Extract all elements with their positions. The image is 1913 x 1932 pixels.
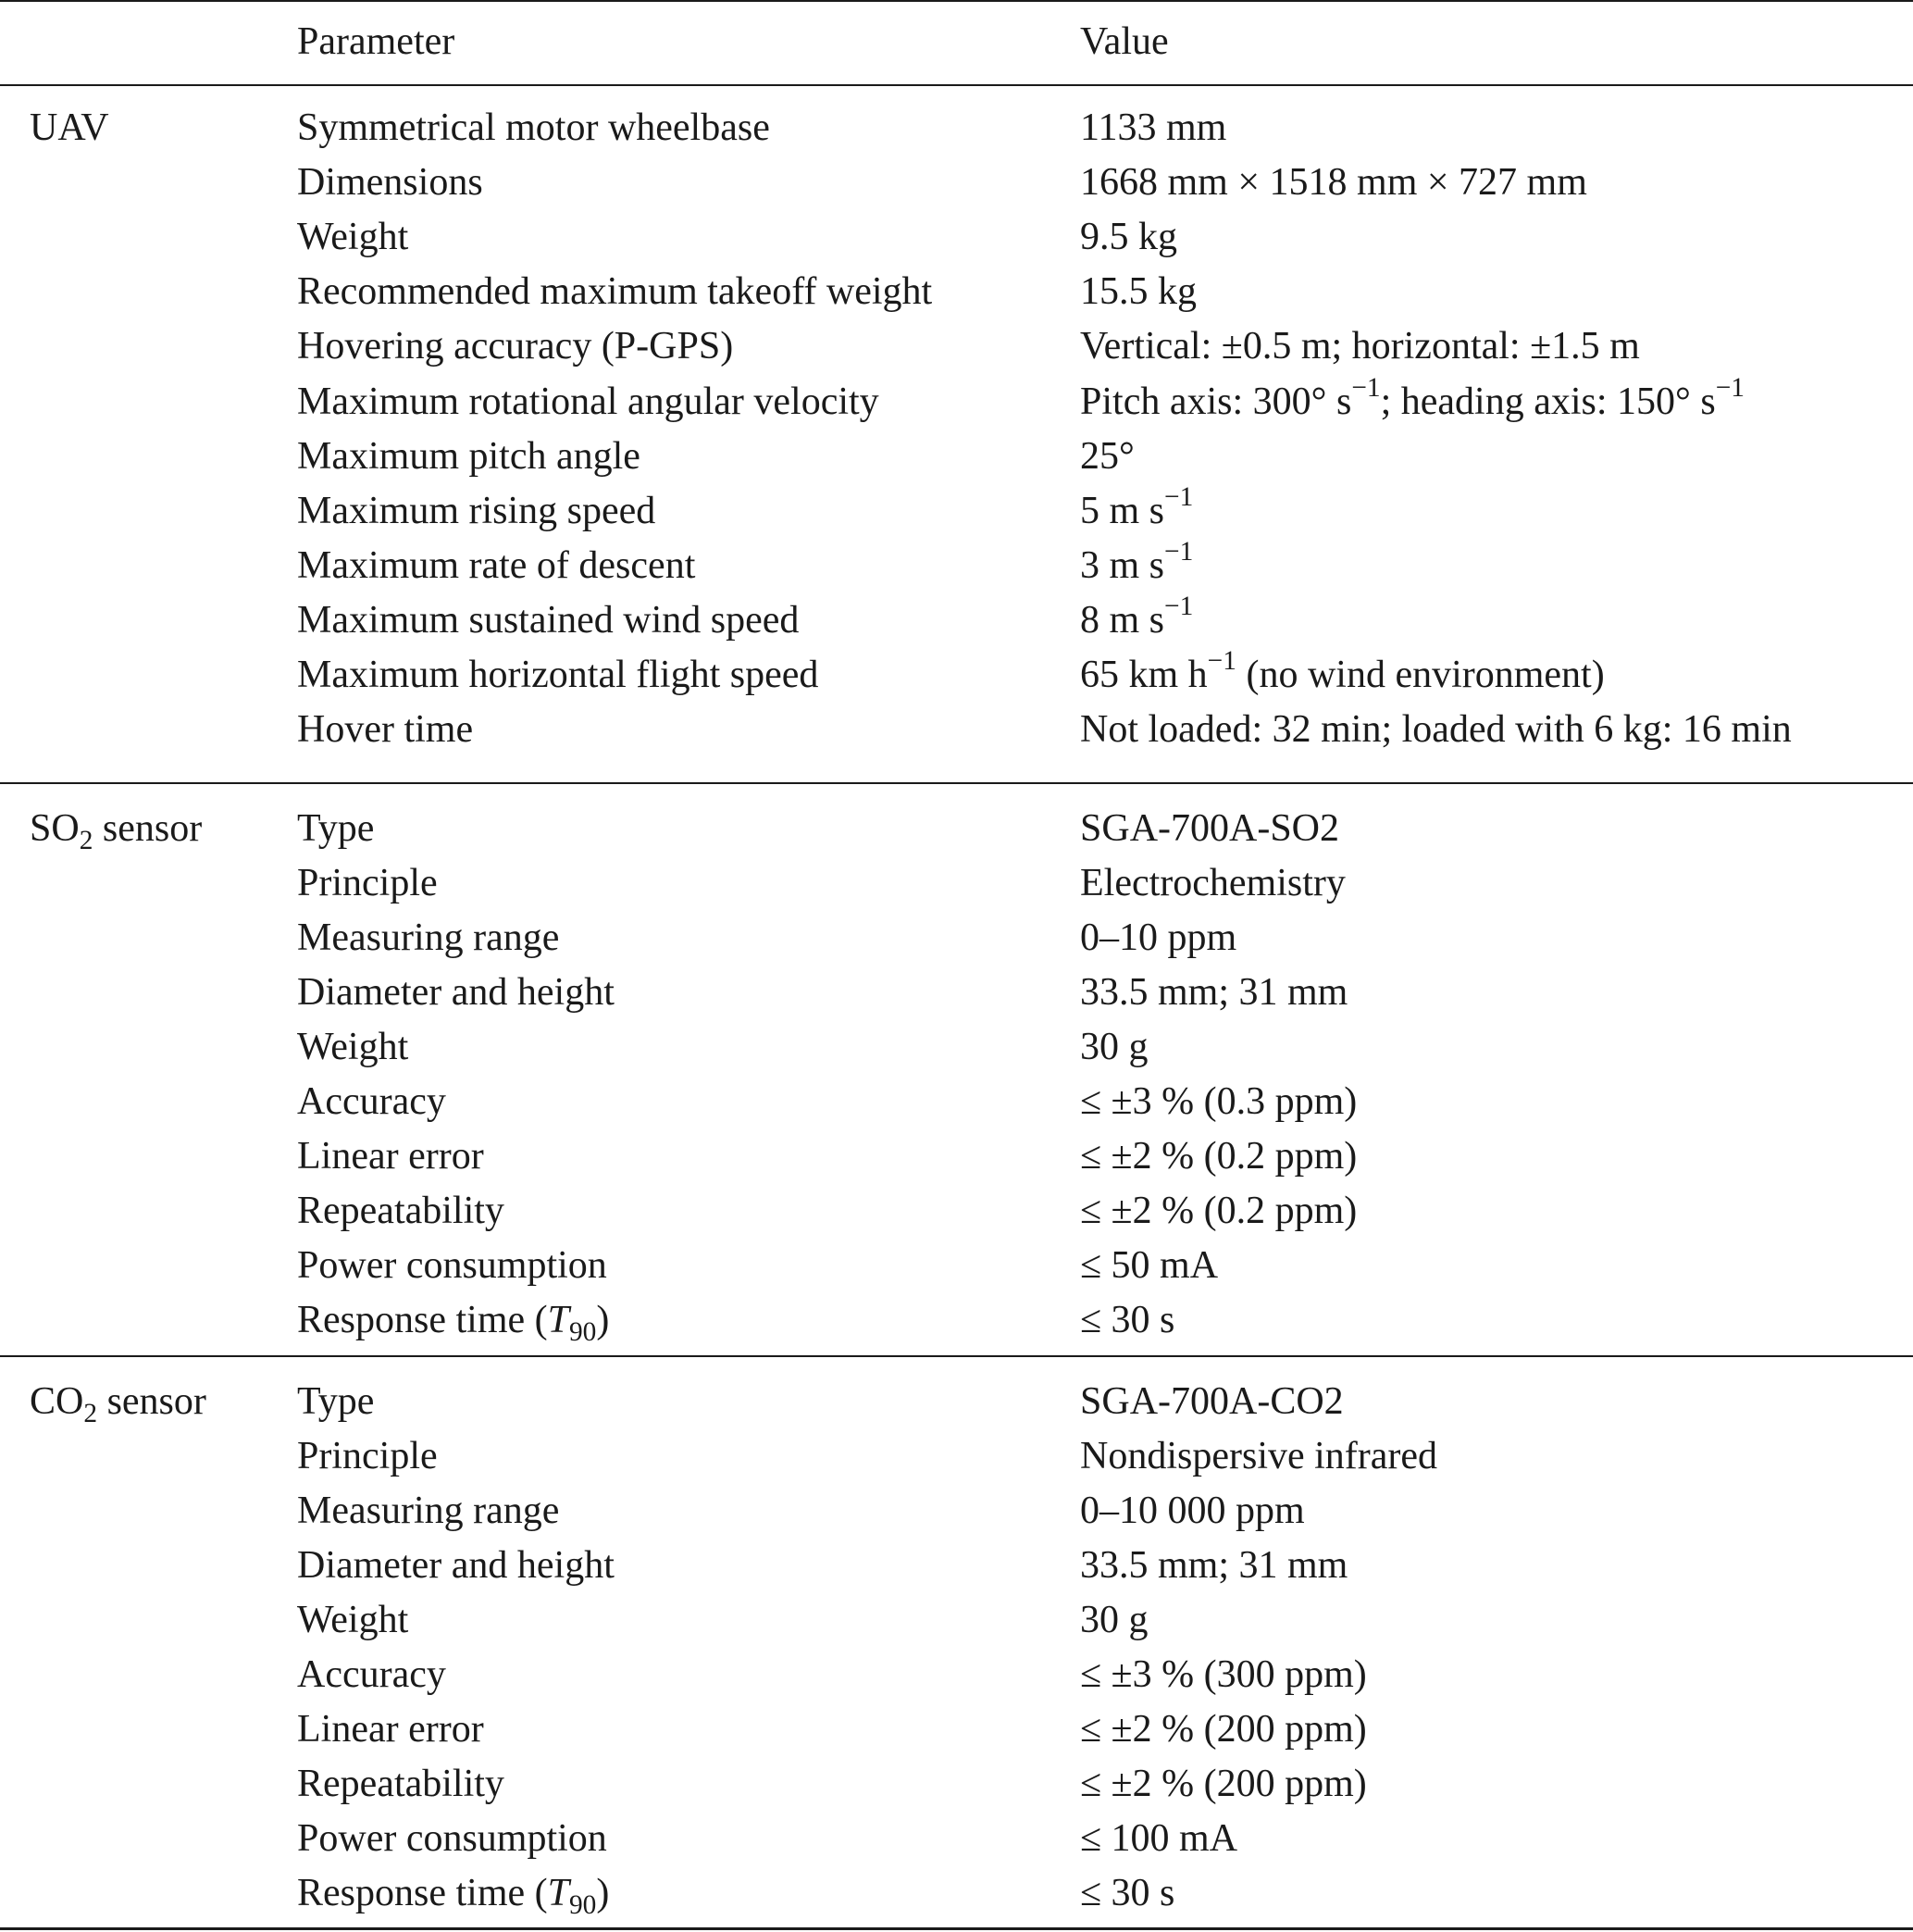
value-cell: 0–10 000 ppm (1080, 1490, 1305, 1532)
value-cell: ≤ 50 mA (1080, 1244, 1219, 1287)
value-cell: 9.5 kg (1080, 216, 1177, 258)
parameter-cell: Principle (297, 1435, 438, 1477)
group-rule (0, 782, 1913, 784)
parameter-cell: Hovering accuracy (P-GPS) (297, 325, 734, 368)
parameter-cell: Maximum rate of descent (297, 544, 696, 587)
parameter-cell: Response time $(T_{90})$ (297, 1872, 610, 1920)
value-cell: 33.5 mm; 31 mm (1080, 971, 1348, 1014)
parameter-cell: Maximum horizontal flight speed (297, 654, 819, 696)
value-cell: SGA-700A-SO2 (1080, 807, 1340, 850)
group-label: $SO_2$ sensor (30, 807, 203, 855)
parameter-cell: Recommended maximum takeoff weight (297, 270, 933, 313)
value-cell: 15.5 kg (1080, 270, 1197, 313)
parameter-cell: Weight (297, 216, 409, 258)
parameter-cell: Linear error (297, 1135, 484, 1178)
header-rule (0, 84, 1913, 86)
value-cell: ≤ ±3 % (0.3 ppm) (1080, 1080, 1358, 1123)
value-cell: Not loaded: 32 min; loaded with 6 kg: 16 min (1080, 708, 1792, 751)
value-cell: 25° (1080, 435, 1135, 478)
value-cell: ≤ 100 mA (1080, 1817, 1238, 1860)
group-rule (0, 1355, 1913, 1357)
parameter-cell: Principle (297, 862, 438, 904)
parameter-cell: Repeatability (297, 1190, 504, 1232)
value-cell: SGA-700A-CO2 (1080, 1380, 1344, 1423)
value-cell: 33.5 mm; 31 mm (1080, 1544, 1348, 1587)
value-cell: 5 m $s^{-1}$ (1080, 481, 1194, 532)
parameter-cell: Power consumption (297, 1817, 607, 1860)
value-cell: ≤ 30 s (1080, 1872, 1175, 1914)
parameter-cell: Response time $(T_{90})$ (297, 1299, 610, 1347)
value-cell: 3 m $s^{-1}$ (1080, 536, 1194, 587)
value-cell: 8 m $s^{-1}$ (1080, 591, 1194, 642)
parameter-cell: Accuracy (297, 1080, 446, 1123)
parameter-cell: Linear error (297, 1708, 484, 1751)
value-cell: ≤ 30 s (1080, 1299, 1175, 1341)
parameter-cell: Type (297, 1380, 375, 1423)
value-cell: ≤ ±2 % (200 ppm) (1080, 1763, 1367, 1805)
value-cell: 1133 mm (1080, 106, 1227, 149)
parameter-cell: Type (297, 807, 375, 850)
value-cell: ≤ ±3 % (300 ppm) (1080, 1653, 1367, 1696)
group-label: $CO_2$ sensor (30, 1380, 206, 1428)
parameter-cell: Repeatability (297, 1763, 504, 1805)
header-value: Value (1080, 20, 1169, 63)
parameter-cell: Maximum rotational angular velocity (297, 380, 879, 423)
parameter-cell: Diameter and height (297, 1544, 615, 1587)
parameter-cell: Measuring range (297, 916, 560, 959)
parameter-cell: Power consumption (297, 1244, 607, 1287)
parameter-cell: Accuracy (297, 1653, 446, 1696)
parameter-cell: Hover time (297, 708, 474, 751)
parameter-cell: Maximum sustained wind speed (297, 599, 800, 642)
value-cell: 30 g (1080, 1599, 1149, 1641)
value-cell: ≤ ±2 % (0.2 ppm) (1080, 1135, 1358, 1178)
parameter-cell: Maximum rising speed (297, 490, 656, 532)
parameter-cell: Weight (297, 1026, 409, 1068)
top-rule (0, 0, 1913, 2)
value-cell: 0–10 ppm (1080, 916, 1237, 959)
parameter-cell: Dimensions (297, 161, 483, 204)
value-cell: 30 g (1080, 1026, 1149, 1068)
group-label: UAV (30, 106, 109, 149)
value-cell: ≤ ±2 % (0.2 ppm) (1080, 1190, 1358, 1232)
value-cell: Pitch axis: 300° $s^{-1}$; heading axis: 150° $s^{-1}$ (1080, 372, 1745, 423)
value-cell: Nondispersive infrared (1080, 1435, 1438, 1477)
value-cell: Vertical: ±0.5 m; horizontal: ±1.5 m (1080, 325, 1640, 368)
parameter-cell: Maximum pitch angle (297, 435, 640, 478)
value-cell: 1668 mm × 1518 mm × 727 mm (1080, 161, 1587, 204)
parameter-cell: Weight (297, 1599, 409, 1641)
parameter-cell: Symmetrical motor wheelbase (297, 106, 770, 149)
bottom-rule (0, 1927, 1913, 1930)
value-cell: ≤ ±2 % (200 ppm) (1080, 1708, 1367, 1751)
parameter-cell: Diameter and height (297, 971, 615, 1014)
parameter-cell: Measuring range (297, 1490, 560, 1532)
value-cell: Electrochemistry (1080, 862, 1346, 904)
value-cell: 65 km $h^{-1}$ (no wind environment) (1080, 645, 1605, 696)
header-parameter: Parameter (297, 20, 455, 63)
